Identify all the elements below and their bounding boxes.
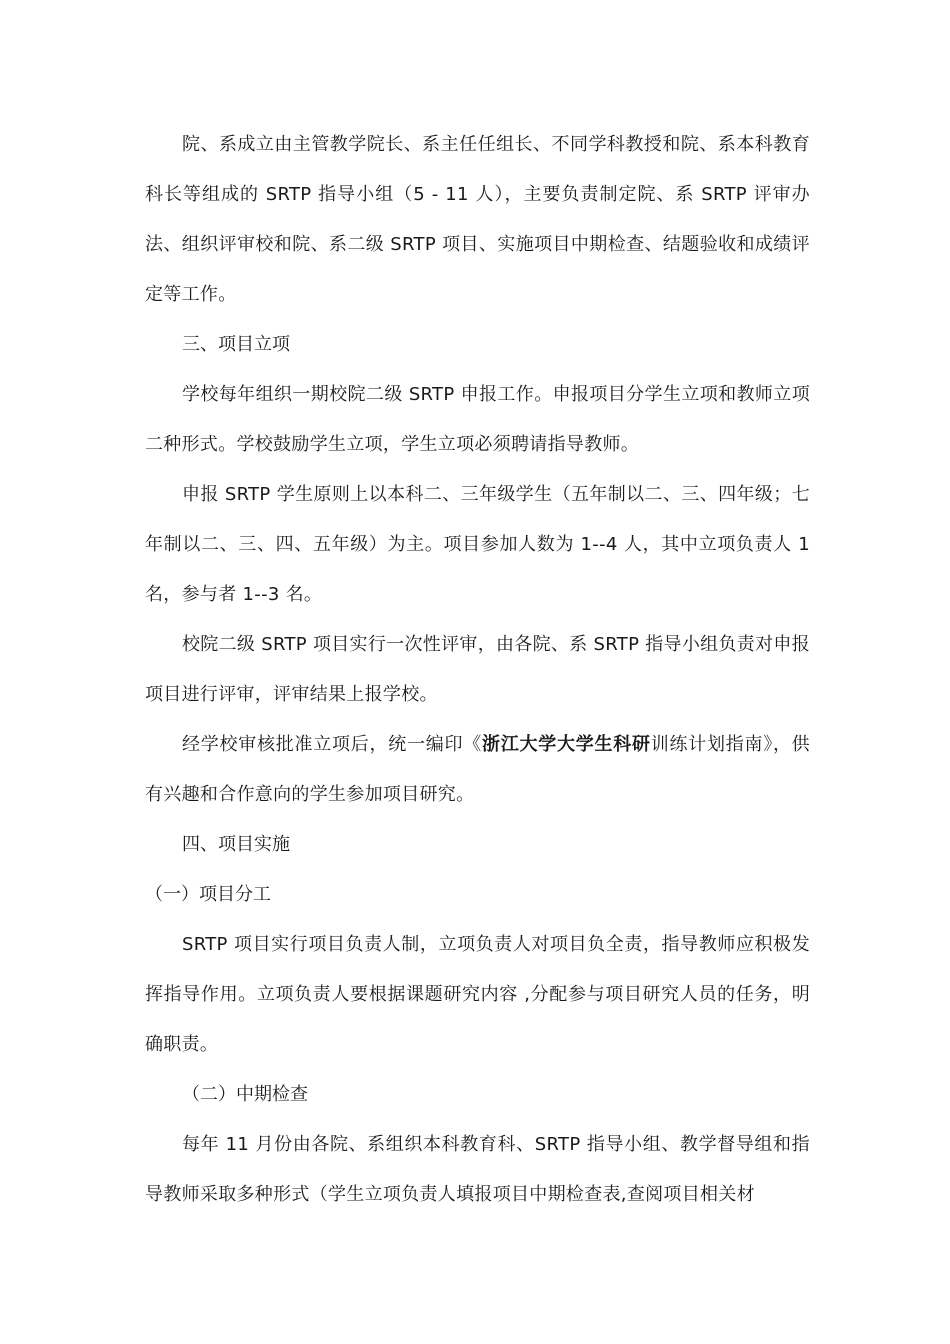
section-heading-project-approval: 三、项目立项 bbox=[182, 334, 290, 355]
section-heading-implementation: 四、项目实施 bbox=[182, 834, 290, 855]
guide-title-bold: 浙江大学大学生科研 bbox=[481, 734, 651, 755]
subsection-heading-midterm-check: （二）中期检查 bbox=[182, 1084, 308, 1105]
paragraph-student-eligibility: 申报 SRTP 学生原则上以本科二、三年级学生（五年制以二、三、四年级；七年制以二、三、四、五年级）为主。项目参加人数为 1--4 人，其中立项负责人 1 名，参与者 1--3 名。 bbox=[145, 484, 810, 605]
guide-text-before: 经学校审核批准立项后，统一编印《 bbox=[182, 734, 482, 755]
guide-text-after: 训练计划指南》，供有兴趣和合作意向的学生参加项目研究。 bbox=[145, 734, 810, 805]
paragraph-project-leader: SRTP 项目实行项目负责人制，立项负责人对项目负全责，指导教师应积极发挥指导作用。立项负责人要根据课题研究内容 ,分配参与项目研究人员的任务，明确职责。 bbox=[145, 934, 810, 1055]
paragraph-midterm-check: 每年 11 月份由各院、系组织本科教育科、SRTP 指导小组、教学督导组和指导教师采取多种形式（学生立项负责人填报项目中期检查表,查阅项目相关材 bbox=[145, 1134, 810, 1205]
paragraph-annual-application: 学校每年组织一期校院二级 SRTP 申报工作。申报项目分学生立项和教师立项二种形式。学校鼓励学生立项，学生立项必须聘请指导教师。 bbox=[145, 384, 810, 455]
paragraph-guide-publication bbox=[145, 720, 810, 820]
subsection-heading-division-of-work: （一）项目分工 bbox=[145, 884, 271, 905]
paragraph-srtp-guidance-group: 院、系成立由主管教学院长、系主任任组长、不同学科教授和院、系本科教育科长等组成的 SRTP 指导小组（5 - 11 人），主要负责制定院、系 SRTP 评审办法、组织评审校和院、系二级 SRTP 项目、实施项目中期检查、结题验收和成绩评定等工作。 bbox=[145, 134, 810, 305]
document-body bbox=[145, 120, 810, 1220]
paragraph-review-process: 校院二级 SRTP 项目实行一次性评审，由各院、系 SRTP 指导小组负责对申报项目进行评审，评审结果上报学校。 bbox=[145, 634, 810, 705]
